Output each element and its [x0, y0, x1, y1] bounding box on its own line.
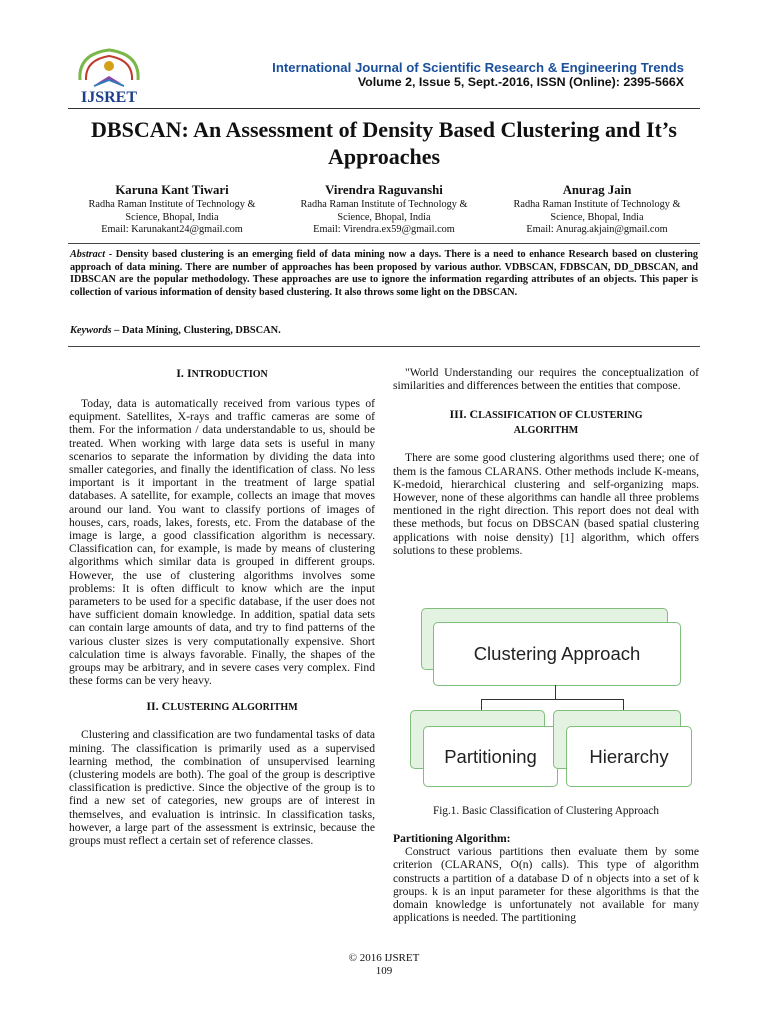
left-column — [69, 366, 375, 847]
author-affiliation: Science, Bhopal, India — [125, 211, 219, 223]
logo-text: IJSRET — [80, 89, 138, 106]
figure-caption: Fig.1. Basic Classification of Clustering Approach — [433, 805, 659, 817]
author-name: Anurag Jain — [562, 183, 632, 197]
author-affiliation: Science, Bhopal, India — [550, 211, 644, 223]
intro-paragraph: Today, data is automatically received from various types of equipment. Satellites, X-rays and traffic cameras are some of them. For the information / data understandable to us, should be treated. When working with large data sets is useful in many scenarios to separate the information by dividing the data into smaller categories, and finally the identification of class. No less important is it important in the treatment of large spatial databases. A satellite, for example, collects an image that moves around our land. You want to classify portions of images of houses, cars, roads, lakes, forests, etc. From the database of the image is large, a good classification algorithm is necessary. Classification can, for example, is made by means of clustering algorithms which similar data is grouped in different groups. However, the use of clustering algorithms involves some problems: It is often difficult to know which are the input parameters to be used for a specific database, if the user does not have sufficient domain knowledge. In addition, spatial data sets can contain large amounts of data, and try to find patterns of the various cluster sizes is very computationally expensive. Short calculation time is always favorable. Finally, the shapes of the groups may be arbitrary, and in severe cases very complex. Find these forms can be very heavy. — [69, 397, 375, 688]
keywords-text: – Data Mining, Clustering, DBSCAN. — [111, 325, 281, 336]
journal-header — [150, 60, 684, 89]
paper-title: DBSCAN: An Assessment of Density Based Clustering and It’s Approaches — [91, 117, 677, 169]
abstract-rule-bottom — [68, 346, 700, 347]
author-affiliation: Science, Bhopal, India — [337, 211, 431, 223]
classification-paragraph: There are some good clustering algorithms used there; one of them is the famous CLARANS. Other methods include K-means, K-medoid, hierarchical clustering and self-organizing maps. However, none of these algorithms can handle all three problems mentioned in the right direction. This report does not deal with these methods, but focus on DBSCAN (based spatial clustering applications with noise density) [1] algorithm, which offers solutions to these problems. — [393, 451, 699, 557]
author-affiliation: Radha Raman Institute of Technology & — [300, 199, 468, 210]
author-name: Virendra Raguvanshi — [325, 183, 443, 197]
author-block — [67, 182, 277, 237]
author-email: Email: Anurag.akjain@gmail.com — [526, 224, 668, 235]
root-box — [433, 622, 681, 686]
author-affiliation: Radha Raman Institute of Technology & — [88, 199, 256, 210]
partitioning-paragraph: Construct various partitions then evaluate them by some criterion (CLARANS, O(n) calls). This type of algorithm constructs a partition of a database D of n objects into a set of k groups. k is an input parameter for these algorithms is that the domain knowledge is unfortunately not available for many applications is needed. The partitioning — [393, 845, 699, 925]
partitioning-box — [423, 726, 558, 787]
journal-issue: Volume 2, Issue 5, Sept.-2016, ISSN (Online): 2395-566X — [357, 75, 684, 89]
author-name: Karuna Kant Tiwari — [115, 183, 229, 197]
page-footer — [284, 952, 484, 978]
header-rule — [68, 108, 700, 109]
partitioning-section — [393, 832, 699, 924]
author-block — [492, 182, 702, 237]
author-email: Email: Virendra.ex59@gmail.com — [313, 224, 455, 235]
hierarchy-label: Hierarchy — [589, 745, 669, 767]
partitioning-heading: Partitioning Algorithm: — [393, 832, 511, 845]
section-heading-clustering-algorithm: II. CLUSTERING ALGORITHM — [146, 699, 298, 714]
footer-copyright: © 2016 IJSRET — [348, 952, 420, 964]
journal-logo — [70, 46, 148, 106]
abstract-text: - Density based clustering is an emerging field of data mining now a days. There is a need to enhance Research based on clustering approach of data mining. There are number of approaches has been proposed by various author. VDBSCAN, FDBSCAN, DD_DBSCAN, and IDBSCAN are the popular methodology. These approaches are use to ignore the information regarding attributes of an objects. This paper is collection of various information of density based clustering. It also throws some light on the DBSCAN. — [70, 249, 698, 298]
abstract-rule-top — [68, 243, 700, 244]
root-label: Clustering Approach — [473, 643, 641, 664]
hierarchy-box — [566, 726, 692, 787]
clustering-paragraph: Clustering and classification are two fundamental tasks of data mining. The classification is primarily used as a supervised learning method, the combination of unsupervised learning (clustering models are both). The goal of the group is descriptive classification is predictive. Since the objective of the group is to find a new set of categories, new groups are of interest in themselves, and evaluation is intrinsic. In classification tasks, however, a large part of the assessment is extrinsic, because the groups must reflect a certain set of reference classes. — [69, 728, 375, 848]
keywords — [70, 325, 698, 336]
page-number: 109 — [375, 965, 393, 977]
author-email: Email: Karunakant24@gmail.com — [101, 224, 243, 235]
right-column — [393, 366, 699, 557]
journal-name: International Journal of Scientific Research & Engineering Trends — [272, 60, 684, 75]
keywords-label: Keywords — [70, 325, 112, 336]
quote-paragraph: "World Understanding our requires the conceptualization of similarities and differences between the entities that compose. — [393, 366, 699, 393]
connector-line — [555, 685, 556, 699]
abstract — [70, 249, 698, 299]
connector-line — [481, 699, 623, 700]
abstract-label: Abstract — [70, 249, 106, 260]
author-affiliation: Radha Raman Institute of Technology & — [513, 199, 681, 210]
author-block — [279, 182, 489, 237]
partitioning-label: Partitioning — [444, 745, 537, 767]
section-heading-classification: III. CLASSIFICATION OF CLUSTERING ALGORITHM — [449, 407, 643, 437]
clustering-approach-diagram — [405, 606, 695, 796]
logo-graphic-icon — [70, 46, 148, 106]
section-heading-introduction: I. INTRODUCTION — [176, 366, 268, 380]
